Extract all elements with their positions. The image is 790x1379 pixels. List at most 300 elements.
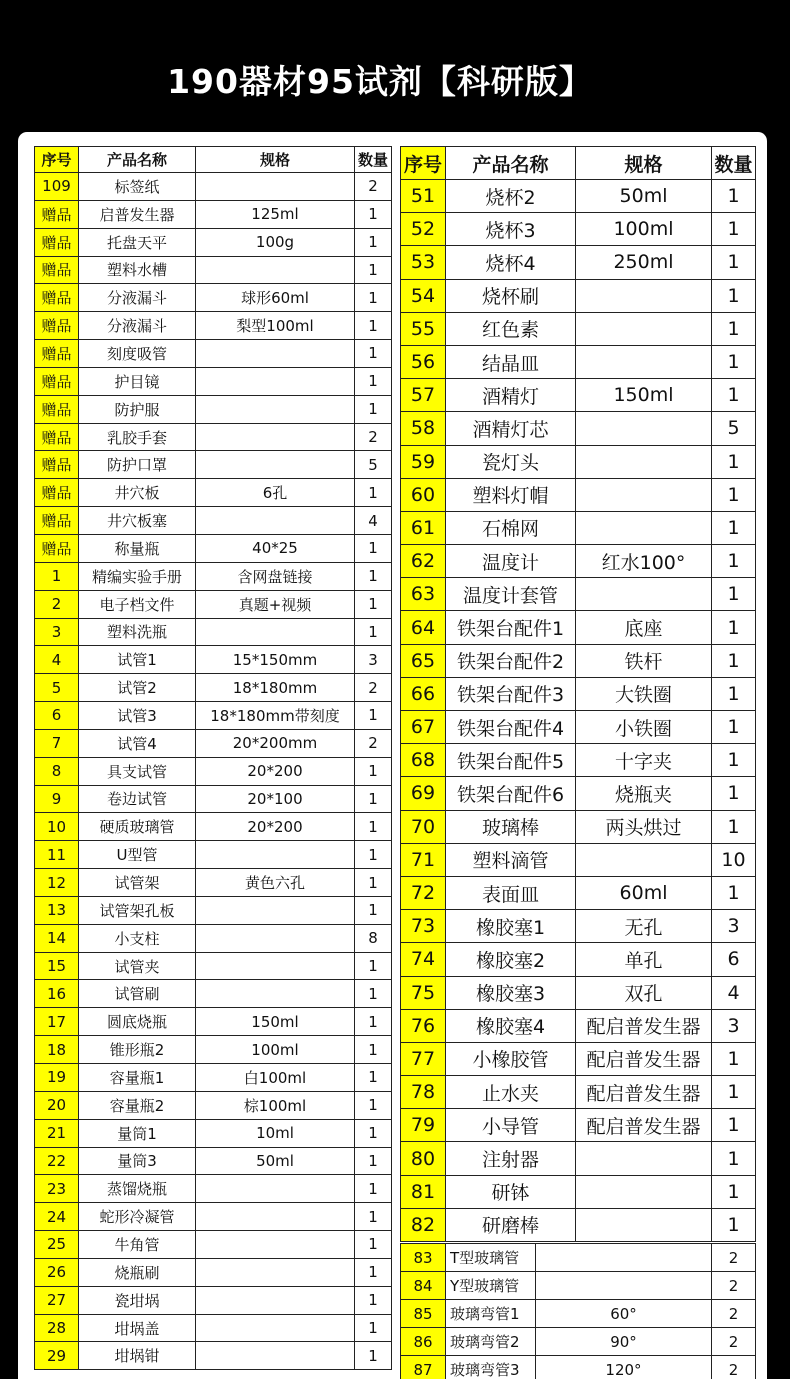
- cell-spec: [196, 367, 355, 395]
- cell-qty: 1: [355, 200, 392, 228]
- cell-name: 玻璃弯管1: [446, 1300, 536, 1328]
- cell-index: 23: [35, 1175, 79, 1203]
- table-row: [35, 1286, 392, 1314]
- cell-spec: 小铁圈: [576, 711, 712, 744]
- table-row: [35, 729, 392, 757]
- table-row: [401, 279, 756, 312]
- cell-qty: 1: [712, 180, 756, 213]
- cell-spec: [196, 173, 355, 201]
- cell-qty: 1: [712, 279, 756, 312]
- cell-qty: 1: [355, 1231, 392, 1259]
- cell-qty: 1: [712, 644, 756, 677]
- cell-spec: [576, 345, 712, 378]
- cell-name: 结晶皿: [446, 345, 576, 378]
- cell-spec: [196, 1203, 355, 1231]
- table-row: [35, 896, 392, 924]
- cell-qty: 1: [355, 479, 392, 507]
- cell-qty: 1: [712, 810, 756, 843]
- cell-qty: 8: [355, 924, 392, 952]
- cell-index: 54: [401, 279, 446, 312]
- cell-index: 83: [401, 1244, 446, 1272]
- cell-name: 烧瓶刷: [79, 1258, 196, 1286]
- cell-spec: 90°: [536, 1328, 712, 1356]
- cell-spec: [196, 1258, 355, 1286]
- cell-qty: 1: [355, 367, 392, 395]
- cell-name: 防护服: [79, 395, 196, 423]
- cell-index: 4: [35, 646, 79, 674]
- cell-name: 护目镜: [79, 367, 196, 395]
- cell-qty: 1: [712, 1175, 756, 1208]
- cell-name: 研钵: [446, 1175, 576, 1208]
- cell-qty: 4: [355, 507, 392, 535]
- cell-qty: 1: [712, 677, 756, 710]
- table-row: [401, 1328, 756, 1356]
- cell-index: 51: [401, 180, 446, 213]
- cell-index: 80: [401, 1142, 446, 1175]
- cell-name: 坩埚钳: [79, 1342, 196, 1370]
- cell-spec: 120°: [536, 1356, 712, 1379]
- cell-index: 赠品: [35, 479, 79, 507]
- cell-index: 60: [401, 478, 446, 511]
- cell-spec: 配启普发生器: [576, 1042, 712, 1075]
- cell-spec: 黄色六孔: [196, 869, 355, 897]
- cell-name: 试管架孔板: [79, 896, 196, 924]
- table-row: [35, 1064, 392, 1092]
- cell-name: 托盘天平: [79, 228, 196, 256]
- cell-qty: 2: [712, 1356, 756, 1379]
- cell-spec: 单孔: [576, 943, 712, 976]
- cell-spec: 底座: [576, 611, 712, 644]
- table-row: [35, 395, 392, 423]
- cell-spec: 十字夹: [576, 744, 712, 777]
- table-row: [401, 910, 756, 943]
- product-table-right: [400, 146, 756, 1242]
- table-row: [401, 744, 756, 777]
- cell-spec: 真题+视频: [196, 590, 355, 618]
- cell-spec: [196, 1314, 355, 1342]
- cell-name: 止水夹: [446, 1076, 576, 1109]
- table-row: [401, 843, 756, 876]
- cell-qty: 1: [712, 246, 756, 279]
- cell-name: 分液漏斗: [79, 312, 196, 340]
- cell-name: 石棉网: [446, 511, 576, 544]
- table-row: [35, 646, 392, 674]
- cell-name: 试管刷: [79, 980, 196, 1008]
- cell-spec: 球形60ml: [196, 284, 355, 312]
- cell-spec: 10ml: [196, 1119, 355, 1147]
- table-row: [401, 611, 756, 644]
- cell-index: 79: [401, 1109, 446, 1142]
- cell-spec: 双孔: [576, 976, 712, 1009]
- cell-index: 25: [35, 1231, 79, 1259]
- cell-qty: 1: [355, 896, 392, 924]
- cell-spec: [196, 423, 355, 451]
- table-row: [401, 1272, 756, 1300]
- cell-index: 赠品: [35, 451, 79, 479]
- cell-spec: 60°: [536, 1300, 712, 1328]
- table-row: [401, 246, 756, 279]
- cell-qty: 1: [712, 312, 756, 345]
- cell-qty: 1: [355, 980, 392, 1008]
- cell-index: 14: [35, 924, 79, 952]
- cell-name: 研磨棒: [446, 1208, 576, 1241]
- cell-spec: 20*200: [196, 757, 355, 785]
- cell-index: 赠品: [35, 367, 79, 395]
- cell-spec: [536, 1244, 712, 1272]
- table-row: [401, 379, 756, 412]
- cell-name: 容量瓶2: [79, 1091, 196, 1119]
- cell-qty: 1: [355, 256, 392, 284]
- cell-name: 铁架台配件3: [446, 677, 576, 710]
- cell-qty: 1: [355, 590, 392, 618]
- cell-spec: [576, 1175, 712, 1208]
- cell-qty: 1: [355, 702, 392, 730]
- table-row: [35, 1091, 392, 1119]
- table-row: [35, 757, 392, 785]
- table-row: [35, 367, 392, 395]
- cell-index: 18: [35, 1036, 79, 1064]
- cell-index: 64: [401, 611, 446, 644]
- cell-qty: 4: [712, 976, 756, 1009]
- cell-index: 5: [35, 674, 79, 702]
- cell-name: 小支柱: [79, 924, 196, 952]
- cell-index: 赠品: [35, 228, 79, 256]
- cell-qty: 1: [355, 1314, 392, 1342]
- cell-index: 52: [401, 213, 446, 246]
- cell-name: 铁架台配件1: [446, 611, 576, 644]
- cell-spec: 红水100°: [576, 545, 712, 578]
- cell-index: 68: [401, 744, 446, 777]
- cell-spec: [576, 312, 712, 345]
- cell-name: 瓷灯头: [446, 445, 576, 478]
- cell-name: 坩埚盖: [79, 1314, 196, 1342]
- cell-name: 玻璃弯管2: [446, 1328, 536, 1356]
- cell-qty: 1: [355, 841, 392, 869]
- table-row: [401, 578, 756, 611]
- cell-name: 烧杯2: [446, 180, 576, 213]
- cell-qty: 1: [355, 1064, 392, 1092]
- cell-spec: [196, 1175, 355, 1203]
- cell-spec: [576, 1142, 712, 1175]
- cell-spec: 18*180mm: [196, 674, 355, 702]
- cell-name: 铁架台配件4: [446, 711, 576, 744]
- cell-spec: 烧瓶夹: [576, 777, 712, 810]
- cell-index: 21: [35, 1119, 79, 1147]
- cell-index: 85: [401, 1300, 446, 1328]
- cell-index: 19: [35, 1064, 79, 1092]
- cell-name: 酒精灯芯: [446, 412, 576, 445]
- cell-index: 76: [401, 1009, 446, 1042]
- product-table-left: [34, 146, 392, 1370]
- cell-name: 防护口罩: [79, 451, 196, 479]
- cell-name: 牛角管: [79, 1231, 196, 1259]
- cell-index: 12: [35, 869, 79, 897]
- cell-index: 74: [401, 943, 446, 976]
- cell-name: 圆底烧瓶: [79, 1008, 196, 1036]
- cell-spec: 50ml: [576, 180, 712, 213]
- cell-name: 电子档文件: [79, 590, 196, 618]
- cell-spec: [576, 1208, 712, 1241]
- cell-index: 69: [401, 777, 446, 810]
- cell-index: 赠品: [35, 423, 79, 451]
- cell-index: 57: [401, 379, 446, 412]
- cell-name: 卷边试管: [79, 785, 196, 813]
- cell-name: 橡胶塞3: [446, 976, 576, 1009]
- table-row: [35, 869, 392, 897]
- table-row: [35, 173, 392, 201]
- cell-qty: 1: [355, 785, 392, 813]
- cell-index: 84: [401, 1272, 446, 1300]
- cell-spec: 100ml: [196, 1036, 355, 1064]
- cell-index: 56: [401, 345, 446, 378]
- table-row: [401, 711, 756, 744]
- cell-name: 塑料滴管: [446, 843, 576, 876]
- table-row: [401, 511, 756, 544]
- cell-qty: 3: [355, 646, 392, 674]
- cell-index: 75: [401, 976, 446, 1009]
- cell-qty: 1: [355, 1036, 392, 1064]
- cell-qty: 1: [355, 1342, 392, 1370]
- cell-qty: 1: [355, 562, 392, 590]
- table-row: [401, 1208, 756, 1241]
- cell-qty: 6: [712, 943, 756, 976]
- table-row: [35, 952, 392, 980]
- cell-name: 铁架台配件2: [446, 644, 576, 677]
- table-row: [35, 228, 392, 256]
- cell-index: 77: [401, 1042, 446, 1075]
- cell-name: 橡胶塞1: [446, 910, 576, 943]
- cell-index: 10: [35, 813, 79, 841]
- table-row: [35, 507, 392, 535]
- cell-index: 6: [35, 702, 79, 730]
- table-row: [401, 1009, 756, 1042]
- cell-index: 赠品: [35, 312, 79, 340]
- cell-spec: 20*200: [196, 813, 355, 841]
- cell-spec: 铁杆: [576, 644, 712, 677]
- cell-spec: [196, 952, 355, 980]
- cell-name: 量筒3: [79, 1147, 196, 1175]
- cell-name: 温度计: [446, 545, 576, 578]
- table-row: [401, 777, 756, 810]
- cell-qty: 2: [355, 729, 392, 757]
- table-row: [35, 340, 392, 368]
- cell-spec: 250ml: [576, 246, 712, 279]
- cell-spec: [196, 980, 355, 1008]
- cell-index: 27: [35, 1286, 79, 1314]
- table-row: [35, 562, 392, 590]
- cell-spec: 棕100ml: [196, 1091, 355, 1119]
- table-row: [35, 785, 392, 813]
- cell-name: 玻璃棒: [446, 810, 576, 843]
- cell-qty: 1: [355, 952, 392, 980]
- cell-index: 赠品: [35, 284, 79, 312]
- cell-name: 橡胶塞4: [446, 1009, 576, 1042]
- cell-index: 16: [35, 980, 79, 1008]
- cell-index: 13: [35, 896, 79, 924]
- cell-name: 蛇形冷凝管: [79, 1203, 196, 1231]
- cell-index: 59: [401, 445, 446, 478]
- cell-name: 试管1: [79, 646, 196, 674]
- cell-spec: 白100ml: [196, 1064, 355, 1092]
- cell-spec: [196, 1231, 355, 1259]
- cell-spec: [196, 451, 355, 479]
- cell-index: 72: [401, 876, 446, 909]
- cell-name: 井穴板塞: [79, 507, 196, 535]
- cell-qty: 2: [712, 1328, 756, 1356]
- table-row: [35, 1203, 392, 1231]
- cell-name: 试管3: [79, 702, 196, 730]
- cell-name: 玻璃弯管3: [446, 1356, 536, 1379]
- table-row: [401, 943, 756, 976]
- cell-index: 15: [35, 952, 79, 980]
- cell-qty: 1: [712, 1142, 756, 1175]
- cell-spec: 50ml: [196, 1147, 355, 1175]
- table-row: [35, 702, 392, 730]
- table-row: [35, 479, 392, 507]
- cell-qty: 1: [355, 312, 392, 340]
- cell-index: 55: [401, 312, 446, 345]
- header-spec: 规格: [196, 147, 355, 173]
- cell-name: 塑料洗瓶: [79, 618, 196, 646]
- cell-spec: [196, 924, 355, 952]
- cell-spec: [196, 395, 355, 423]
- cell-spec: 150ml: [576, 379, 712, 412]
- table-row: [401, 1356, 756, 1379]
- cell-qty: 1: [712, 1076, 756, 1109]
- cell-name: 标签纸: [79, 173, 196, 201]
- cell-name: 分液漏斗: [79, 284, 196, 312]
- cell-name: 红色素: [446, 312, 576, 345]
- table-row: [401, 1142, 756, 1175]
- cell-qty: 3: [712, 910, 756, 943]
- table-row: [35, 1175, 392, 1203]
- table-row: [401, 1042, 756, 1075]
- cell-name: 硬质玻璃管: [79, 813, 196, 841]
- cell-index: 赠品: [35, 507, 79, 535]
- cell-qty: 1: [355, 1258, 392, 1286]
- table-row: [401, 810, 756, 843]
- table-row: [35, 980, 392, 1008]
- cell-spec: 100ml: [576, 213, 712, 246]
- cell-index: 78: [401, 1076, 446, 1109]
- cell-spec: 无孔: [576, 910, 712, 943]
- cell-index: 11: [35, 841, 79, 869]
- cell-qty: 1: [355, 618, 392, 646]
- cell-name: 乳胶手套: [79, 423, 196, 451]
- table-row: [401, 644, 756, 677]
- header-index: 序号: [401, 147, 446, 180]
- cell-index: 66: [401, 677, 446, 710]
- table-row: [401, 1175, 756, 1208]
- cell-qty: 1: [712, 578, 756, 611]
- cell-spec: 20*200mm: [196, 729, 355, 757]
- cell-index: 3: [35, 618, 79, 646]
- cell-spec: 18*180mm带刻度: [196, 702, 355, 730]
- cell-index: 26: [35, 1258, 79, 1286]
- cell-qty: 2: [712, 1244, 756, 1272]
- cell-spec: [196, 841, 355, 869]
- cell-name: 量筒1: [79, 1119, 196, 1147]
- cell-qty: 1: [355, 1286, 392, 1314]
- table-row: [401, 478, 756, 511]
- table-row: [35, 423, 392, 451]
- cell-qty: 1: [355, 1147, 392, 1175]
- cell-index: 1: [35, 562, 79, 590]
- cell-index: 29: [35, 1342, 79, 1370]
- cell-spec: 配启普发生器: [576, 1109, 712, 1142]
- table-row: [35, 534, 392, 562]
- cell-index: 71: [401, 843, 446, 876]
- cell-spec: [196, 256, 355, 284]
- cell-index: 20: [35, 1091, 79, 1119]
- cell-qty: 1: [712, 213, 756, 246]
- cell-qty: 1: [712, 1042, 756, 1075]
- cell-name: 橡胶塞2: [446, 943, 576, 976]
- cell-index: 9: [35, 785, 79, 813]
- cell-qty: 1: [355, 1091, 392, 1119]
- cell-spec: 配启普发生器: [576, 1076, 712, 1109]
- table-header-row: [401, 147, 756, 180]
- table-row: [401, 545, 756, 578]
- table-row: [35, 1036, 392, 1064]
- cell-name: 称量瓶: [79, 534, 196, 562]
- cell-qty: 5: [355, 451, 392, 479]
- table-row: [401, 876, 756, 909]
- cell-spec: 150ml: [196, 1008, 355, 1036]
- cell-index: 赠品: [35, 256, 79, 284]
- cell-qty: 1: [355, 340, 392, 368]
- cell-spec: 100g: [196, 228, 355, 256]
- cell-spec: 梨型100ml: [196, 312, 355, 340]
- cell-spec: 15*150mm: [196, 646, 355, 674]
- cell-index: 赠品: [35, 200, 79, 228]
- cell-spec: [196, 896, 355, 924]
- cell-index: 赠品: [35, 395, 79, 423]
- cell-name: 启普发生器: [79, 200, 196, 228]
- cell-spec: [536, 1272, 712, 1300]
- cell-qty: 2: [712, 1272, 756, 1300]
- cell-qty: 1: [355, 228, 392, 256]
- cell-qty: 1: [355, 1119, 392, 1147]
- cell-qty: 1: [712, 511, 756, 544]
- cell-qty: 1: [355, 1008, 392, 1036]
- cell-index: 109: [35, 173, 79, 201]
- cell-name: U型管: [79, 841, 196, 869]
- cell-qty: 1: [355, 757, 392, 785]
- cell-qty: 3: [712, 1009, 756, 1042]
- cell-name: 井穴板: [79, 479, 196, 507]
- table-row: [35, 256, 392, 284]
- cell-spec: [576, 412, 712, 445]
- cell-index: 赠品: [35, 340, 79, 368]
- cell-spec: [576, 478, 712, 511]
- table-row: [401, 677, 756, 710]
- cell-index: 22: [35, 1147, 79, 1175]
- cell-qty: 1: [712, 1109, 756, 1142]
- cell-spec: 含网盘链接: [196, 562, 355, 590]
- table-header-row: [35, 147, 392, 173]
- product-table-right-small: [400, 1243, 756, 1379]
- cell-index: 82: [401, 1208, 446, 1241]
- cell-name: 试管架: [79, 869, 196, 897]
- cell-name: 温度计套管: [446, 578, 576, 611]
- cell-index: 7: [35, 729, 79, 757]
- cell-index: 28: [35, 1314, 79, 1342]
- table-row: [35, 1147, 392, 1175]
- cell-qty: 1: [712, 611, 756, 644]
- table-row: [401, 213, 756, 246]
- cell-index: 53: [401, 246, 446, 279]
